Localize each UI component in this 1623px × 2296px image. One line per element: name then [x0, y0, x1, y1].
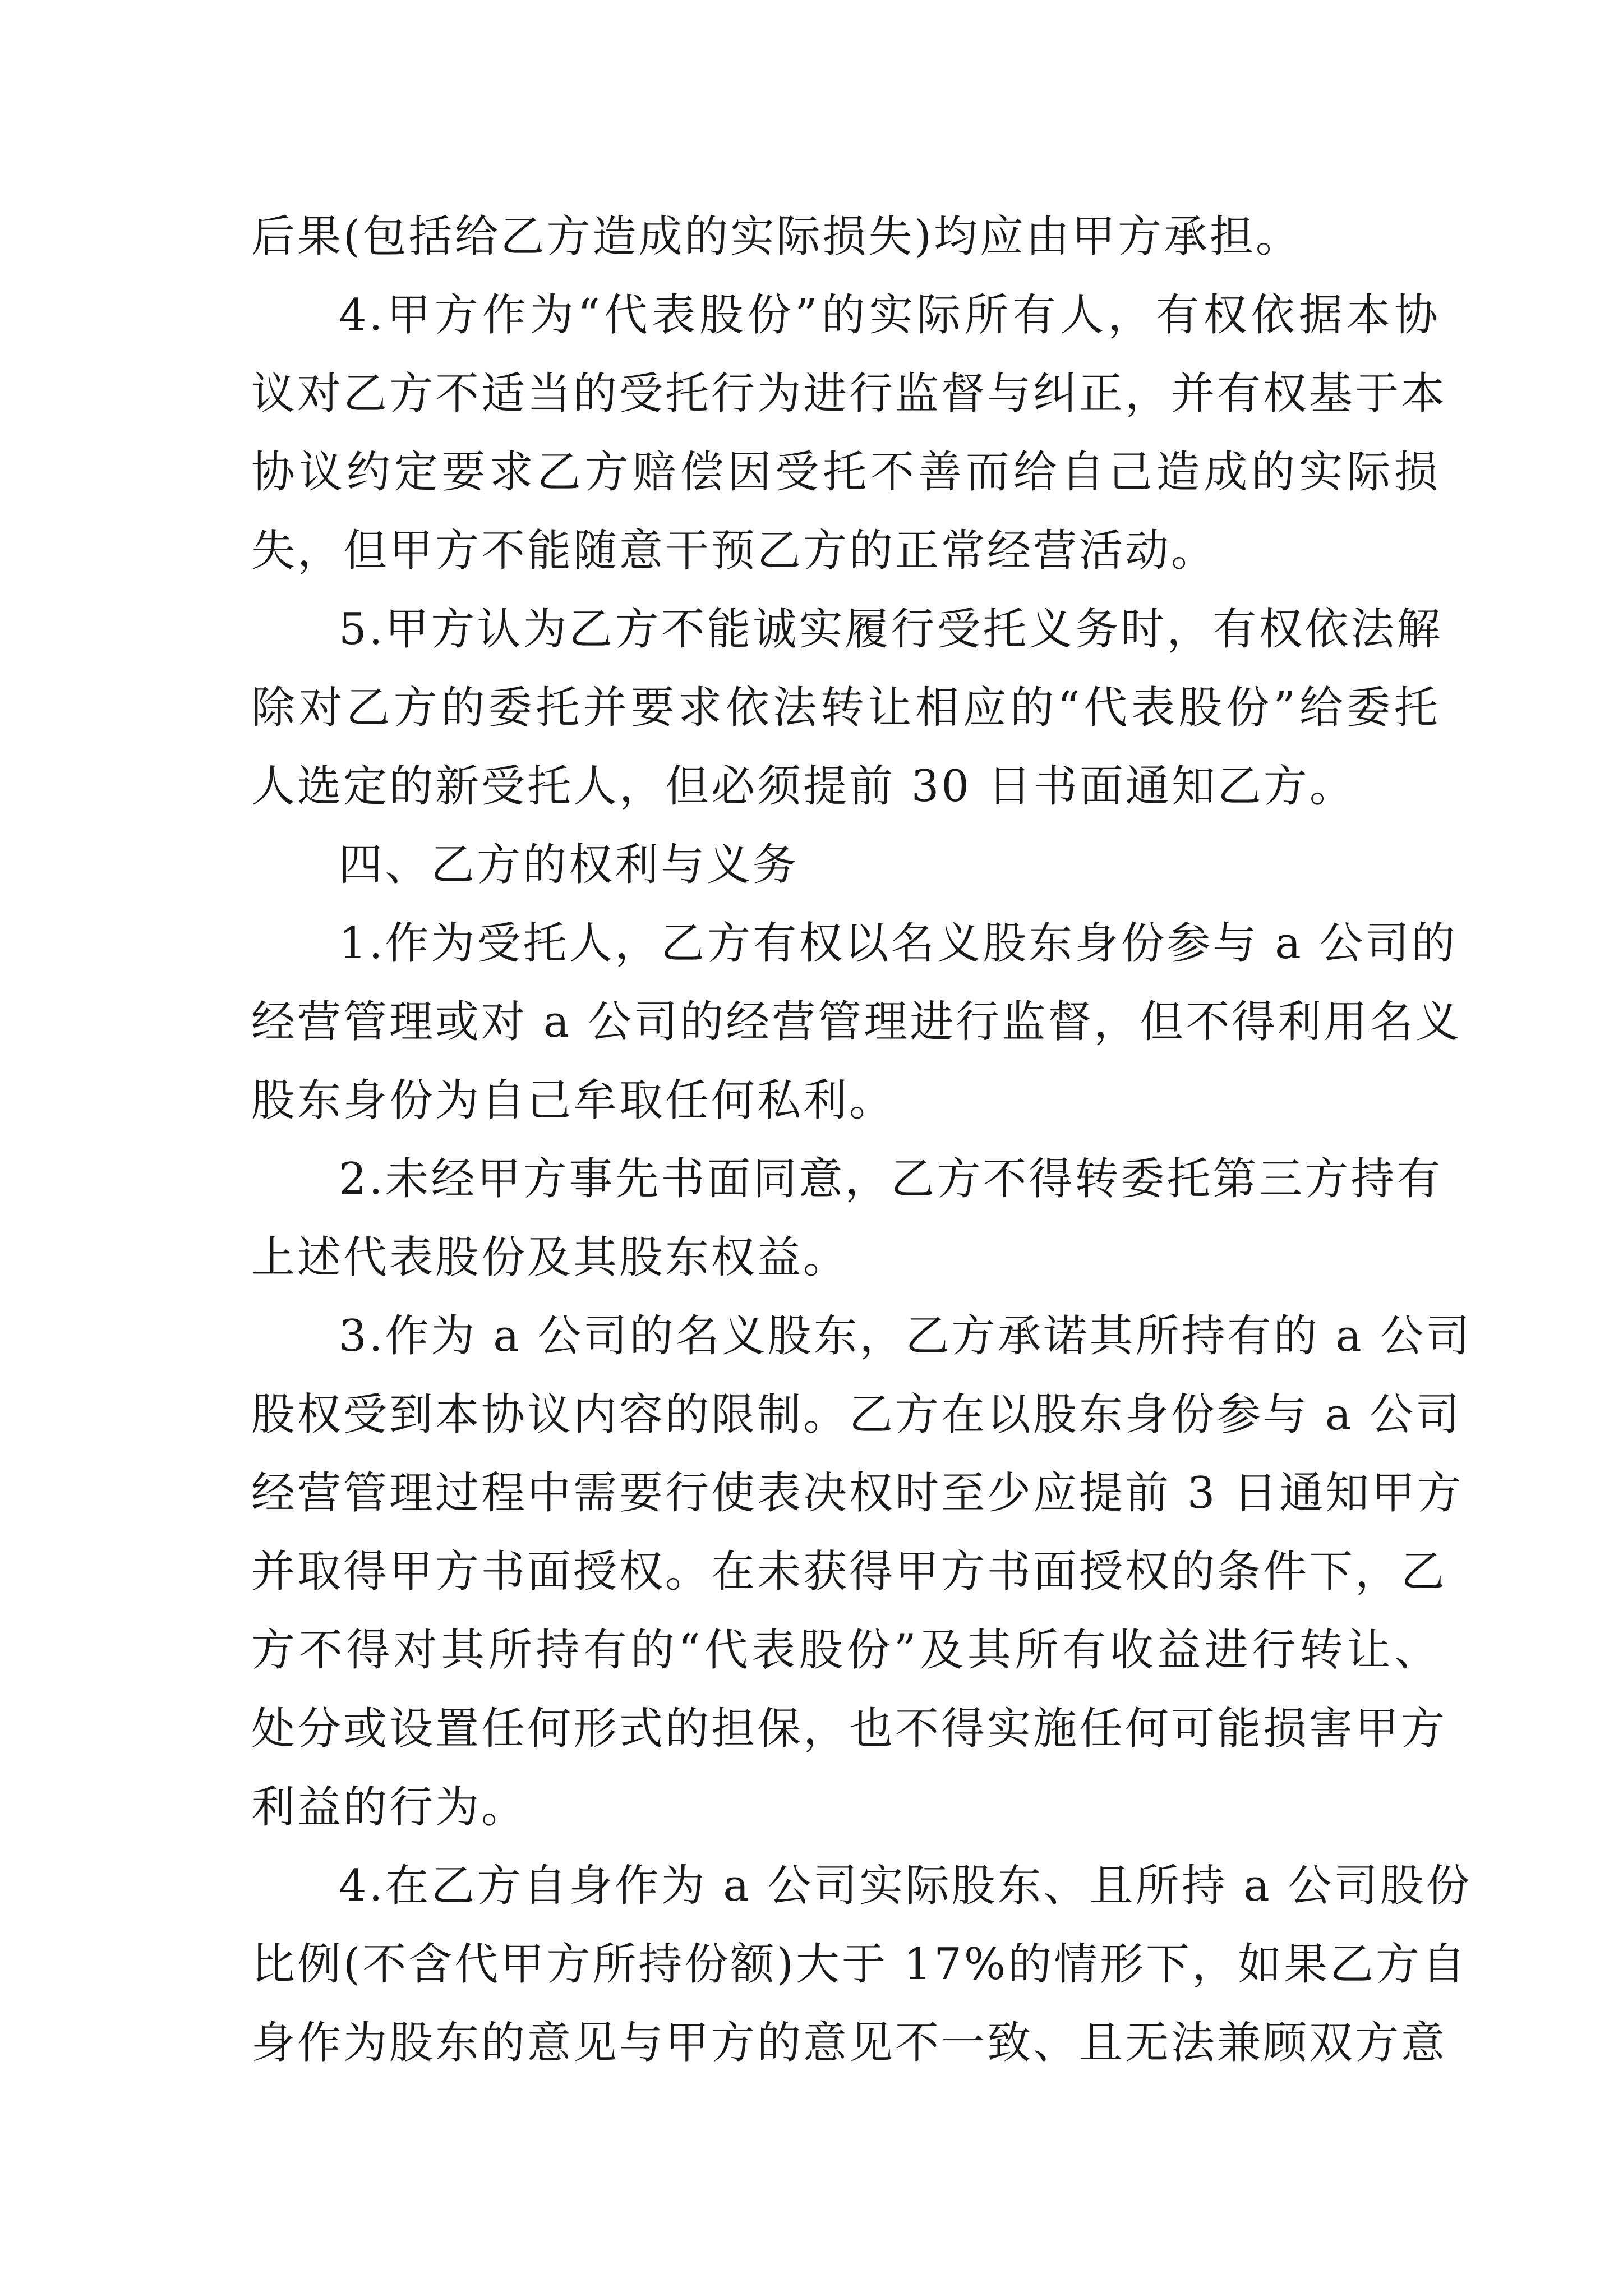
text-line: 利益的行为。 — [251, 1782, 528, 1833]
text-line: 股东身份为自己牟取任何私利。 — [251, 1075, 896, 1126]
text-line: 处分或设置任何形式的担保，也不得实施任何可能损害甲方 — [251, 1704, 1447, 1754]
section-heading: 四、乙方的权利与义务 — [339, 840, 799, 890]
text-line: 3.作为 a 公司的名义股东，乙方承诺其所持有的 a 公司 — [339, 1311, 1472, 1361]
text-line: 协议约定要求乙方赔偿因受托不善而给自己造成的实际损 — [251, 447, 1440, 498]
text-line: 1.作为受托人，乙方有权以名义股东身份参与 a 公司的 — [339, 918, 1458, 969]
text-line: 人选定的新受托人，但必须提前 30 日书面通知乙方。 — [251, 761, 1355, 812]
text-line: 股权受到本协议内容的限制。乙方在以股东身份参与 a 公司 — [251, 1389, 1462, 1440]
text-line: 经营管理过程中需要行使表决权时至少应提前 3 日通知甲方 — [251, 1468, 1464, 1519]
text-line: 比例(不含代甲方所持份额)大于 17%的情形下，如果乙方自 — [251, 1939, 1468, 1990]
text-line: 并取得甲方书面授权。在未获得甲方书面授权的条件下，乙 — [251, 1547, 1447, 1597]
text-line: 上述代表股份及其股东权益。 — [251, 1232, 850, 1283]
text-line: 身作为股东的意见与甲方的意见不一致、且无法兼顾双方意 — [251, 2018, 1447, 2068]
text-line: 后果(包括给乙方造成的实际损失)均应由甲方承担。 — [251, 211, 1302, 262]
text-line: 4.甲方作为“代表股份”的实际所有人，有权依据本协 — [339, 290, 1440, 341]
text-line: 5.甲方认为乙方不能诚实履行受托义务时，有权依法解 — [339, 604, 1443, 655]
document-body — [251, 197, 1472, 2082]
text-line: 除对乙方的委托并要求依法转让相应的“代表股份”给委托 — [251, 683, 1440, 733]
text-line: 经营管理或对 a 公司的经营管理进行监督，但不得利用名义 — [251, 997, 1462, 1047]
text-line: 4.在乙方自身作为 a 公司实际股东、且所持 a 公司股份 — [339, 1861, 1472, 1911]
text-line: 失，但甲方不能随意干预乙方的正常经营活动。 — [251, 526, 1218, 576]
text-line: 2.未经甲方事先书面同意，乙方不得转委托第三方持有 — [339, 1154, 1443, 1204]
text-line: 方不得对其所持有的“代表股份”及其所有收益进行转让、 — [251, 1625, 1440, 1676]
text-line: 议对乙方不适当的受托行为进行监督与纠正，并有权基于本 — [251, 369, 1447, 419]
